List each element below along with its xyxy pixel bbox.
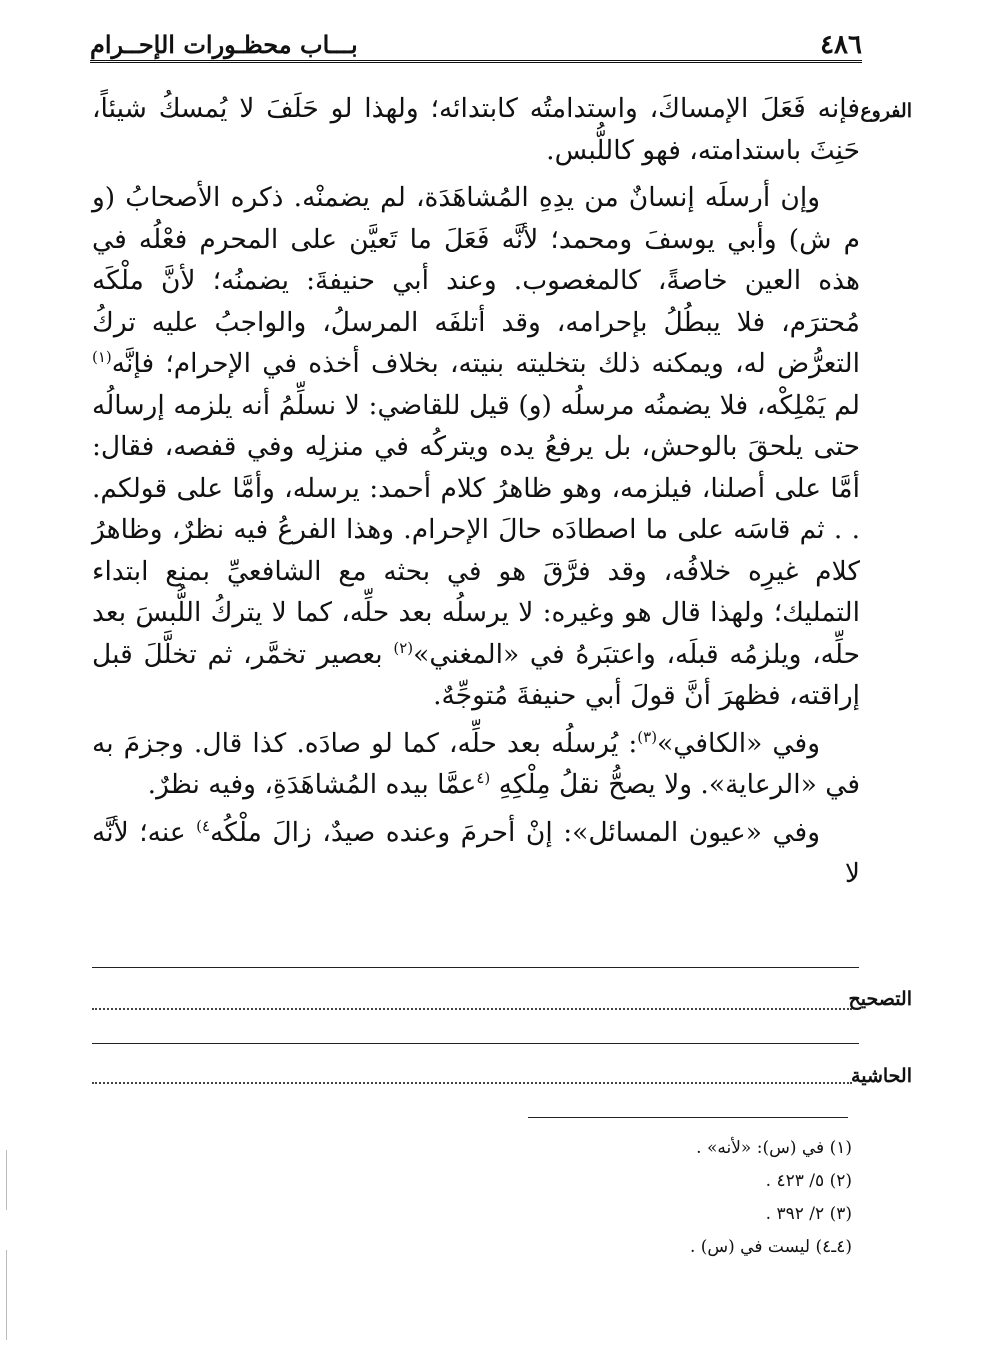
section-divider: [92, 967, 859, 968]
chapter-title: بـــاب محظـورات الإحــرام: [90, 30, 358, 59]
section-divider: [92, 1043, 859, 1044]
correction-label: التصحيح: [848, 988, 912, 1010]
paragraph-text: لم يَمْلِكْه، فلا يضمنُه مرسلُه (و) قيل للقاضي: لا نسلِّمُ أنه يلزمه إرسالُه حتى يلحقَ بالوحش، بل يرفعُ يده ويتركُه في منزلِه وفي قفصه، فقال: أمَّا على أصلنا، فيلزمه، وهو ظاهرُ كلام أحمد: يرسله، وأمَّا على قولكم. . . ثم قاسَه على ما اصطادَه حالَ الإحرام. وهذا الفرعُ فيه نظرٌ، وظاهرُ كلام غيرِه خلافُه، وقد فرَّقَ هو في بحثه مع الشافعيِّ بمنع ابتداء التمليك؛ ولهذا قال هو وغيره: لا يرسلُه بعد حلِّه، كما لا يتركُ اللُّبسَ بعد حلِّه، ويلزمُه قبلَه، واعتبَرهُ في «المغني»: [92, 389, 860, 670]
paragraph: [92, 812, 860, 895]
page-number: ٤٨٦: [820, 30, 862, 60]
footnotes: [352, 1132, 852, 1264]
paragraph-text: وفي «عيون المسائل»: إنْ أحرمَ وعنده صيدٌ، زالَ ملْكُه: [210, 816, 821, 848]
paragraph-text: عمَّا بيده المُشاهَدَةِ، وفيه نظرٌ.: [147, 769, 477, 800]
paragraph-text: عنه؛ لأنَّه لا: [92, 816, 860, 889]
margin-note-label: الحاشية: [851, 1065, 912, 1087]
section-label: الفروع: [860, 100, 912, 122]
correction-dotted-line: [92, 1008, 852, 1010]
footnote: (٢) ٥/ ٤٢٣ .: [765, 1171, 852, 1191]
footnote: (٤ـ٤) ليست في (س) .: [689, 1237, 852, 1257]
footnote-reference: (٣): [637, 727, 658, 746]
scan-edge-mark: [6, 1250, 7, 1340]
page-header: [90, 22, 862, 64]
footnote-reference: (٤: [476, 769, 491, 788]
paragraph-text: فإنه فَعَلَ الإمساكَ، واستدامتُه كابتدائه؛ ولهذا لو حَلَفَ لا يُمسكُ شيئاً، حَنِثَ باستدامته، فهو كاللُّبس.: [92, 93, 860, 166]
paragraph-text: بعصير تخمَّر، ثم تخلَّلَ قبل إراقته، فظهرَ أنَّ قولَ أبي حنيفةَ مُتوجِّهٌ.: [92, 638, 860, 711]
footnote-reference: ٤): [196, 816, 211, 835]
footnote-rule: [528, 1117, 848, 1118]
paragraph: [92, 723, 860, 806]
margin-note-dotted-line: [92, 1082, 852, 1084]
scan-edge-mark: [6, 1150, 7, 1210]
footnote-reference: (١): [92, 348, 112, 367]
paragraph-text: وفي «الكافي»: [657, 727, 820, 759]
footnote-reference: (٢): [393, 638, 414, 657]
header-rule: [90, 60, 862, 67]
paragraph-text: وإن أرسلَه إنسانٌ من يدِهِ المُشاهَدَة، لم يضمنْه. ذكره الأصحابُ (و م ش) وأبي يوسفَ ومحمد؛ لأنَّه فَعَلَ ما تَعيَّن على المحرم فعْلُه في هذه العين خاصةً، كالمغصوب. وعند أبي حنيفةَ: يضمنُه؛ لأنَّ ملْكَه مُحترَم، فلا يبطُلُ بإحرامه، وقد أتلفَه المرسلُ، والواجبُ عليه تركُ التعرُّض له، ويمكنه ذلك بتخليته بنيته، بخلاف أخذه في الإحرام؛ فإنَّه: [92, 182, 860, 379]
main-text: [92, 88, 860, 901]
footnote: (٣) ٢/ ٣٩٢ .: [765, 1204, 852, 1224]
paragraph: [92, 88, 860, 171]
footnote: (١) في (س): «لأنه» .: [696, 1138, 852, 1158]
paragraph-text: : يُرسلُه بعد حلِّه، كما لو صادَه. كذا قال. وجزمَ به في «الرعاية». ولا يصحُّ نقلُ مِلْكِهِ: [92, 727, 860, 800]
paragraph: [92, 177, 860, 717]
